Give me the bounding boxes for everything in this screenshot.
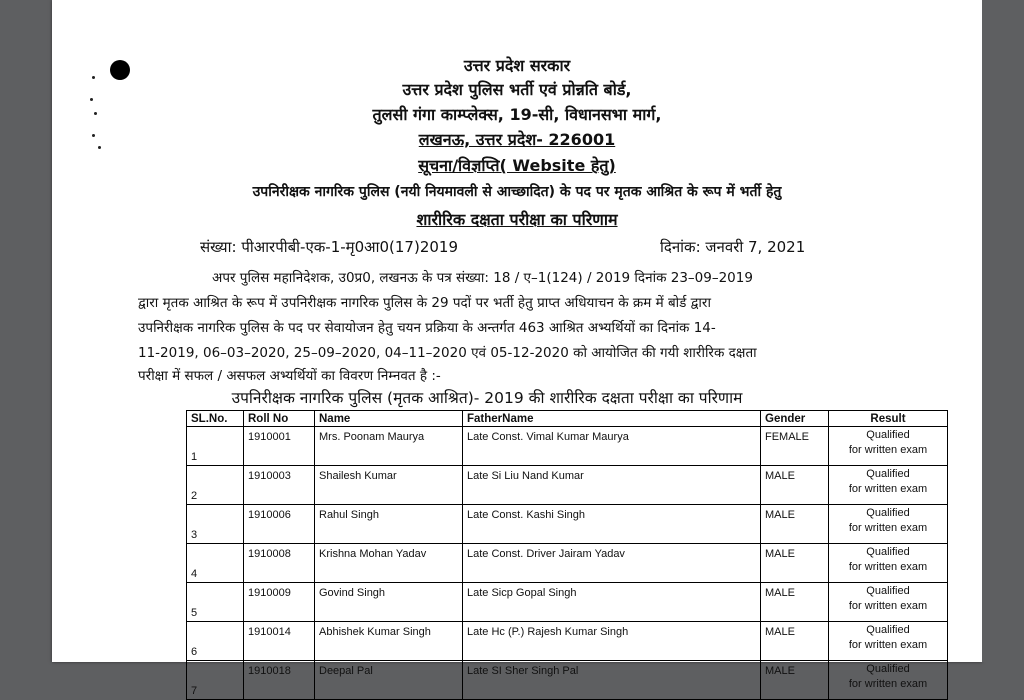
table-row <box>187 466 948 505</box>
cell-gender: MALE <box>761 505 829 544</box>
cell-result <box>829 466 948 505</box>
result-status: Qualified <box>866 624 910 636</box>
cell-slno: 5 <box>187 583 244 622</box>
results-table <box>186 410 948 700</box>
cell-rollno: 1910014 <box>244 622 315 661</box>
cell-result <box>829 544 948 583</box>
result-note: for written exam <box>848 483 928 495</box>
result-note: for written exam <box>848 561 928 573</box>
cell-name: Rahul Singh <box>315 505 463 544</box>
cell-gender: MALE <box>761 466 829 505</box>
cell-gender: MALE <box>761 544 829 583</box>
cell-fathername: Late Sicp Gopal Singh <box>463 583 761 622</box>
col-header-gender: Gender <box>761 411 829 427</box>
cell-name: Govind Singh <box>315 583 463 622</box>
col-header-fathername: FatherName <box>463 411 761 427</box>
cell-result <box>829 505 948 544</box>
cell-fathername: Late Si Liu Nand Kumar <box>463 466 761 505</box>
cell-rollno: 1910006 <box>244 505 315 544</box>
cell-fathername: Late Hc (P.) Rajesh Kumar Singh <box>463 622 761 661</box>
reference-number: संख्या: पीआरपीबी-एक-1-मृ0आ0(17)2019 <box>200 238 458 256</box>
col-header-rollno: Roll No <box>244 411 315 427</box>
cell-rollno: 1910003 <box>244 466 315 505</box>
cell-gender: FEMALE <box>761 427 829 466</box>
table-row <box>187 505 948 544</box>
body-line: द्वारा मृतक आश्रित के रूप में उपनिरीक्षक नागरिक पुलिस के 29 पदों पर भर्ती हेतु प्राप्त अधियाचन के क्रम में बोर्ड द्वारा <box>138 295 711 311</box>
reference-date: दिनांक: जनवरी 7, 2021 <box>660 238 806 256</box>
table-row <box>187 622 948 661</box>
header-board-name: उत्तर प्रदेश पुलिस भर्ती एवं प्रोन्नति बोर्ड, <box>402 80 632 99</box>
result-note: for written exam <box>848 678 928 690</box>
col-header-slno: SL.No. <box>187 411 244 427</box>
cell-name: Mrs. Poonam Maurya <box>315 427 463 466</box>
viewer-scrollbar[interactable] <box>982 0 1024 662</box>
cell-name: Shailesh Kumar <box>315 466 463 505</box>
cell-name: Krishna Mohan Yadav <box>315 544 463 583</box>
header-notice-title: सूचना/विज्ञप्ति( Website हेतु) <box>418 156 616 175</box>
cell-slno: 2 <box>187 466 244 505</box>
header-government: उत्तर प्रदेश सरकार <box>463 56 571 75</box>
cell-name: Deepal Pal <box>315 661 463 700</box>
table-title: उपनिरीक्षक नागरिक पुलिस (मृतक आश्रित)- 2019 की शारीरिक दक्षता परीक्षा का परिणाम <box>231 389 743 407</box>
result-status: Qualified <box>866 507 910 519</box>
col-header-name: Name <box>315 411 463 427</box>
cell-slno: 6 <box>187 622 244 661</box>
cell-slno: 7 <box>187 661 244 700</box>
cell-gender: MALE <box>761 661 829 700</box>
table-row <box>187 427 948 466</box>
cell-gender: MALE <box>761 583 829 622</box>
cell-slno: 1 <box>187 427 244 466</box>
cell-rollno: 1910009 <box>244 583 315 622</box>
result-status: Qualified <box>866 429 910 441</box>
col-header-result: Result <box>829 411 948 427</box>
cell-result <box>829 583 948 622</box>
header-subject: उपनिरीक्षक नागरिक पुलिस (नयी नियमावली से आच्छादित) के पद पर मृतक आश्रित के रूप में भर्ती हेतु <box>252 184 782 200</box>
header-result-title: शारीरिक दक्षता परीक्षा का परिणाम <box>416 210 618 229</box>
cell-result <box>829 661 948 700</box>
cell-name: Abhishek Kumar Singh <box>315 622 463 661</box>
cell-fathername: Late Const. Driver Jairam Yadav <box>463 544 761 583</box>
result-note: for written exam <box>848 639 928 651</box>
cell-slno: 3 <box>187 505 244 544</box>
result-note: for written exam <box>848 600 928 612</box>
result-note: for written exam <box>848 522 928 534</box>
header-address: तुलसी गंगा काम्प्लेक्स, 19-सी, विधानसभा मार्ग, <box>372 105 662 124</box>
cell-fathername: Late SI Sher Singh Pal <box>463 661 761 700</box>
cell-fathername: Late Const. Kashi Singh <box>463 505 761 544</box>
document-page <box>52 0 982 697</box>
result-status: Qualified <box>866 546 910 558</box>
body-line: 11-2019, 06–03–2020, 25–09–2020, 04–11–2020 एवं 05-12-2020 को आयोजित की गयी शारीरिक दक्षता <box>138 345 757 361</box>
cell-rollno: 1910018 <box>244 661 315 700</box>
cell-result <box>829 427 948 466</box>
result-status: Qualified <box>866 585 910 597</box>
cell-fathername: Late Const. Vimal Kumar Maurya <box>463 427 761 466</box>
body-line: उपनिरीक्षक नागरिक पुलिस के पद पर सेवायोजन हेतु चयन प्रक्रिया के अन्तर्गत 463 आश्रित अभ्यर्थियों का दिनांक 14- <box>138 320 716 336</box>
cell-result <box>829 622 948 661</box>
body-line: परीक्षा में सफल / असफल अभ्यर्थियों का विवरण निम्नवत है :- <box>138 368 441 384</box>
header-city: लखनऊ, उत्तर प्रदेश- 226001 <box>418 130 616 149</box>
result-note: for written exam <box>848 444 928 456</box>
body-line: अपर पुलिस महानिदेशक, उ0प्र0, लखनऊ के पत्र संख्या: 18 / ए–1(124) / 2019 दिनांक 23–09–2019 <box>212 270 753 286</box>
cell-rollno: 1910008 <box>244 544 315 583</box>
result-status: Qualified <box>866 663 910 675</box>
table-row <box>187 661 948 700</box>
table-header-row <box>187 411 948 427</box>
cell-slno: 4 <box>187 544 244 583</box>
cell-rollno: 1910001 <box>244 427 315 466</box>
table-row <box>187 583 948 622</box>
table-row <box>187 544 948 583</box>
result-status: Qualified <box>866 468 910 480</box>
cell-gender: MALE <box>761 622 829 661</box>
